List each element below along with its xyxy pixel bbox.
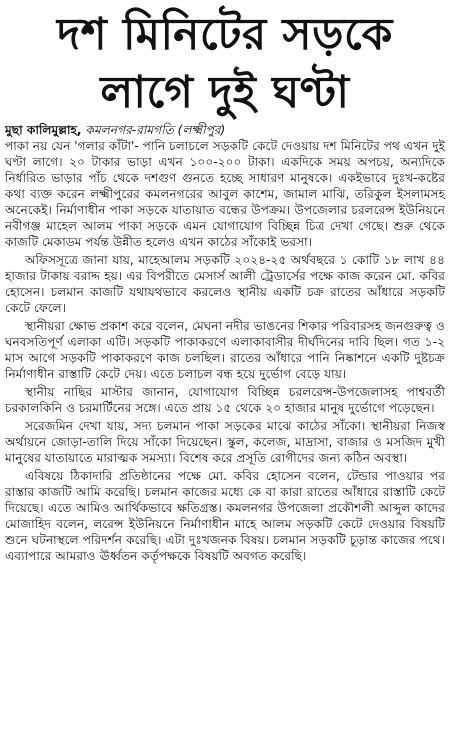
article-paragraph: অফিসসূত্রে জানা যায়, মাহেআলম সড়কটি ২০২৪-২৫ অর্থবছরে ১ কোটি ১৮ লাখ ৪৪ হাজার টাকায় বরাদ্দ হয়। এর বিপরীতে মেসার্স আলী ট্রেডার্সের পক্ষে কাজ করেন মো. কবির হোসেন। চলমান কাজটি যথাযথভাবে করলেও স্থানীয় একটি চক্র রাতের আঁধারে সড়কটি কেটে ফেলে।	[5, 253, 445, 315]
byline-place: কমলনগর-রামগতি (লক্ষ্মীপুর)	[81, 123, 226, 137]
byline-name: মুছা কালিমুল্লাহ,	[5, 123, 82, 137]
article-paragraph: স্থানীয় নাছির মাস্টার জানান, যোগাযোগ বিচ্ছিন্ন চরলরেন্স-উপজেলাসহ পাশ্ববর্তী চরকালকিনি ও চরমার্টিনের সঙ্গে। এতে প্রায় ১৫ থেকে ২০ হাজার মানুষ দুর্ভোগে পড়েছেন।	[5, 385, 445, 415]
article-paragraph: সরেজমিন দেখা যায়, সদ্য চলমান পাকা সড়কের মাঝে কাঠের সাঁকো। স্থানীয়রা নিজস্ব অর্থায়নে জোড়া-তালি দিয়ে সাঁকো দিয়েছেন। স্কুল, কলেজ, মাদ্রাসা, বাজার ও মসজিদ মুখী মানুষের যাতায়াতে মারাত্মক সমস্যা। বিশেষ করে প্রসূতি রোগীদের জন্য কঠিন অবস্থা।	[5, 419, 445, 465]
paragraph-text: পাকা নয় যেন 'গলার কাঁটা'- পানি চলাচলে সড়কটি কেটে দেওয়ায় দশ মিনিটের পথ এখন দুই ঘণ্টা লাগে। ২০ টাকার ভাড়া এখন ১০০-২০০ টাকা। একদিকে সময় অপচয়, অন্যদিকে নির্ধারিত ভাড়ার পাঁচ থেকে দশগুণ গুনতে হচ্ছে সাধারণ মানুষকে। একইভাবে দুঃখ-কষ্টের কথা ব্যক্ত করেন লক্ষ্মীপুরের কমলনগরের আবুল কাশেম, জামাল মাঝি, তরিকুল ইসলামসহ অনেকেই। নির্মাণাধীন পাকা সড়কে যাতায়াত বন্ধের উপক্রম। উপজেলার চরলরেন্স ইউনিয়নে নবীগঞ্জ মাহেল আলম পাকা সড়কে এমন যোগাযোগ বিচ্ছিন্ন চিত্র দেখা গেছে। শুরু থেকে কাজটি মেকাডম পর্যন্ত উন্নীত হলেও এখন কাঠের সাঁকোই ভরসা।	[5, 139, 445, 249]
article-paragraph	[5, 122, 445, 250]
article-paragraph: এবিষয়ে ঠিকাদারি প্রতিষ্ঠানের পক্ষে মো. কবির হোসেন বলেন, টেন্ডার পাওয়ার পর রাস্তার কাজটি আমি করেছি। চলমান কাজের মধ্যে কে বা কারা রাতের আঁধারে রাস্তাটি কেটে দিয়েছে। এতে আমিও আর্থিকভাবে ক্ষতিগ্রস্ত। কমলনগর উপজেলা প্রকৌশলী আব্দুল কাদের মোজাহিদ বলেন, লরেন্স ইউনিয়নে নির্মাণাধীন মাহে আলম সড়কটি কেটে দেওয়ার বিষয়টি শুনে ঘটনাস্থলে পরিদর্শন করেছি। এটা দুঃখজনক বিষয়। চলমান সড়কটি চূড়ান্ত কাজের পথে। এব্যাপারে আমরাও ঊর্ধ্বতন কর্তৃপক্ষকে বিষয়টি অবগত করেছি।	[5, 469, 445, 563]
article-body	[5, 122, 445, 564]
headline-line-2: লাগে দুই ঘণ্টা	[100, 67, 350, 118]
headline	[5, 0, 445, 122]
headline-line-1: দশ মিনিটের সড়কে	[57, 9, 393, 60]
article-paragraph: স্থানীয়রা ক্ষোভ প্রকাশ করে বলেন, মেঘনা নদীর ভাঙনের শিকার পরিবারসহ জনগুরুত্ব ও ঘনবসতিপূর্ণ এলাকা এটি। সড়কটি পাকাকরণে এলাকাবাসীর দীর্ঘদিনের দাবি ছিল। গত ১-২ মাস আগে সড়কটি পাকাকরণে কাজ চলছিল। রাতের আঁধারে পানি নিষ্কাশনে একটি দুষ্টচক্র নির্মাণাধীন রাস্তাটি কেটে দেয়। এতে চলাচল বন্ধ হয়ে দুর্ভোগ বেড়ে যায়।	[5, 319, 445, 381]
byline	[5, 123, 225, 137]
